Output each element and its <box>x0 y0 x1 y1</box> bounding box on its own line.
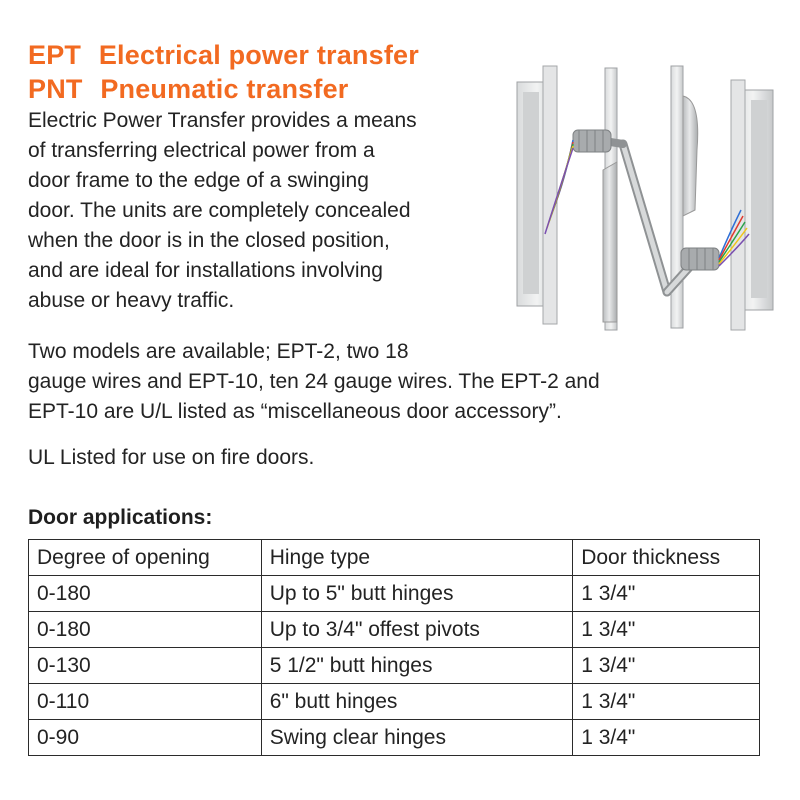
models-paragraph <box>28 337 728 427</box>
title-pnt-name: Pneumatic transfer <box>100 74 349 104</box>
title-ept-code: EPT <box>28 40 82 70</box>
power-transfer-illustration <box>505 60 785 338</box>
title-ept <box>28 42 419 69</box>
models-line: EPT-10 are U/L listed as “miscellaneous door accessory”. <box>28 400 562 423</box>
cell-door-thickness: 1 3/4" <box>573 684 760 720</box>
title-pnt <box>28 76 349 103</box>
left-frame-plate <box>517 66 557 324</box>
cell-degree: 0-180 <box>29 576 262 612</box>
door-applications-heading: Door applications: <box>28 506 213 529</box>
models-line: gauge wires and EPT-10, ten 24 gauge wires. The EPT-2 and <box>28 370 600 393</box>
cell-hinge-type: Up to 5" butt hinges <box>261 576 572 612</box>
cell-degree: 0-130 <box>29 648 262 684</box>
intro-line: door frame to the edge of a swinging <box>28 169 369 192</box>
intro-line: of transferring electrical power from a <box>28 139 375 162</box>
table-row <box>29 648 760 684</box>
colored-wires <box>545 140 749 266</box>
cell-door-thickness: 1 3/4" <box>573 576 760 612</box>
power-transfer-product-image <box>505 60 785 338</box>
column-header-hinge-type: Hinge type <box>261 540 572 576</box>
table-row <box>29 720 760 756</box>
cell-hinge-type: Swing clear hinges <box>261 720 572 756</box>
table-row <box>29 612 760 648</box>
right-frame-plate <box>731 80 773 330</box>
right-spring-coil <box>681 248 719 270</box>
cell-degree: 0-180 <box>29 612 262 648</box>
intro-line: abuse or heavy traffic. <box>28 289 235 312</box>
models-line: Two models are available; EPT-2, two 18 <box>28 340 409 363</box>
cell-door-thickness: 1 3/4" <box>573 612 760 648</box>
cell-door-thickness: 1 3/4" <box>573 720 760 756</box>
intro-line: door. The units are completely concealed <box>28 199 411 222</box>
left-spring-coil <box>573 130 611 152</box>
door-applications-table <box>28 539 760 756</box>
cell-degree: 0-90 <box>29 720 262 756</box>
table-header-row <box>29 540 760 576</box>
cell-hinge-type: 5 1/2" butt hinges <box>261 648 572 684</box>
cell-hinge-type: 6" butt hinges <box>261 684 572 720</box>
cell-degree: 0-110 <box>29 684 262 720</box>
column-header-door-thickness: Door thickness <box>573 540 760 576</box>
cell-hinge-type: Up to 3/4" offest pivots <box>261 612 572 648</box>
column-header-degree: Degree of opening <box>29 540 262 576</box>
title-ept-name: Electrical power transfer <box>98 40 419 70</box>
door-edge-plate-left <box>603 68 617 330</box>
intro-paragraph <box>28 106 508 316</box>
table-row <box>29 576 760 612</box>
intro-line: and are ideal for installations involving <box>28 259 383 282</box>
title-pnt-code: PNT <box>28 74 83 104</box>
ul-listed-note: UL Listed for use on fire doors. <box>28 446 315 469</box>
table-row <box>29 684 760 720</box>
intro-line: Electric Power Transfer provides a means <box>28 109 417 132</box>
intro-line: when the door is in the closed position, <box>28 229 390 252</box>
cell-door-thickness: 1 3/4" <box>573 648 760 684</box>
